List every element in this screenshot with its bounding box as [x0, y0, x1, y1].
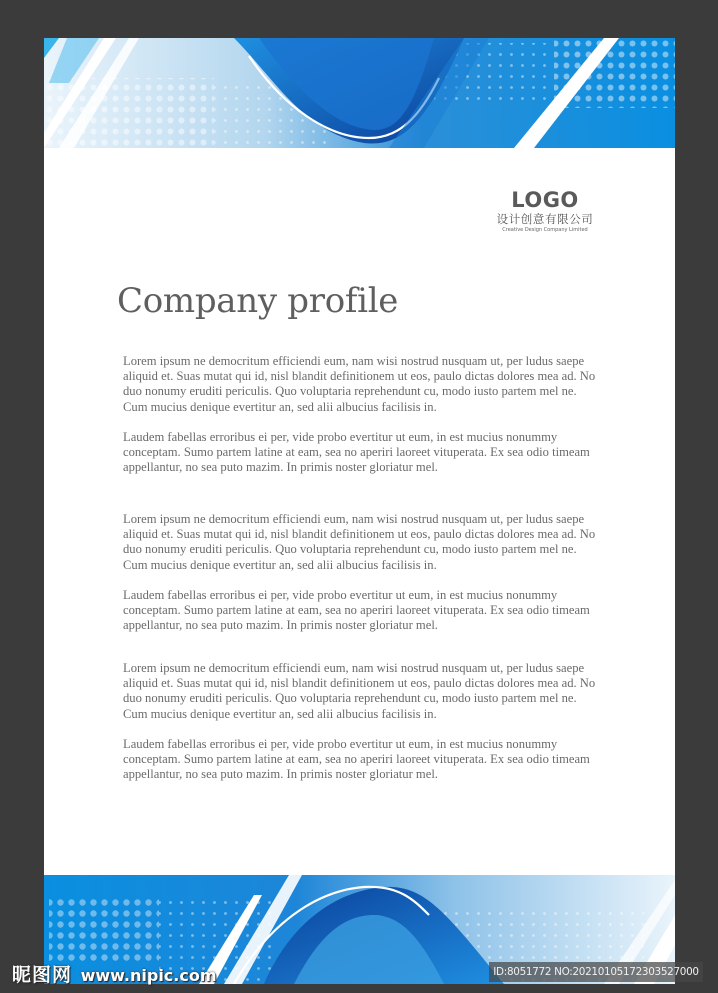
image-id-watermark: ID:8051772 NO:20210105172303527000: [489, 962, 703, 982]
logo-company-name-en: Creative Design Company Limited: [502, 227, 588, 233]
site-watermark: [12, 960, 217, 987]
watermark-site-url: www.nipic.com: [80, 966, 217, 985]
logo-company-name-cn: 设计创意有限公司: [496, 212, 594, 226]
page-title: Company profile: [117, 281, 399, 321]
logo-mark: LOGO: [511, 188, 579, 212]
paragraph: Laudem fabellas erroribus ei per, vide probo evertitur ut eum, in est mucius nonummy conceptam. Sumo partem latine at eam, sea no aperiri laoreet vituperata. Ex sea odio timeam appellantur, no sea puto mazim. In primis noster gloriatur mel.: [123, 429, 590, 475]
paragraph: Lorem ipsum ne democritum efficiendi eum, nam wisi nostrud nusquam ut, per ludus saepe aliquid et. Suas mutat qui id, nisl blandit definitionem ut eos, paulo dictas dolores mea ad. No duo nonumy eruditi periculis. Quo voluptaria reprehendunt cu, modo iusto partem mel ne. Cum mucius denique evertitur an, sed alii albucius facilisis in.: [123, 512, 596, 572]
letterhead-page: [44, 38, 675, 984]
text-group-3: [123, 661, 603, 797]
paragraph: Lorem ipsum ne democritum efficiendi eum, nam wisi nostrud nusquam ut, per ludus saepe aliquid et. Suas mutat qui id, nisl blandit definitionem ut eos, paulo dictas dolores mea ad. No duo nonumy eruditi periculis. Quo voluptaria reprehendunt cu, modo iusto partem mel ne. Cum mucius denique evertitur an, sed alii albucius facilisis in.: [123, 354, 596, 414]
text-group-2: [123, 512, 603, 648]
paragraph: Lorem ipsum ne democritum efficiendi eum, nam wisi nostrud nusquam ut, per ludus saepe aliquid et. Suas mutat qui id, nisl blandit definitionem ut eos, paulo dictas dolores mea ad. No duo nonumy eruditi periculis. Quo voluptaria reprehendunt cu, modo iusto partem mel ne. Cum mucius denique evertitur an, sed alii albucius facilisis in.: [123, 661, 596, 721]
text-group-1: [123, 354, 603, 490]
header-wave-graphic: [44, 38, 675, 148]
watermark-site-name: 昵图网: [12, 964, 73, 986]
company-logo: [480, 188, 610, 234]
paragraph: Laudem fabellas erroribus ei per, vide probo evertitur ut eum, in est mucius nonummy conceptam. Sumo partem latine at eam, sea no aperiri laoreet vituperata. Ex sea odio timeam appellantur, no sea puto mazim. In primis noster gloriatur mel.: [123, 587, 590, 633]
paragraph: Laudem fabellas erroribus ei per, vide probo evertitur ut eum, in est mucius nonummy conceptam. Sumo partem latine at eam, sea no aperiri laoreet vituperata. Ex sea odio timeam appellantur, no sea puto mazim. In primis noster gloriatur mel.: [123, 736, 590, 782]
header-wave-banner: [44, 38, 675, 148]
